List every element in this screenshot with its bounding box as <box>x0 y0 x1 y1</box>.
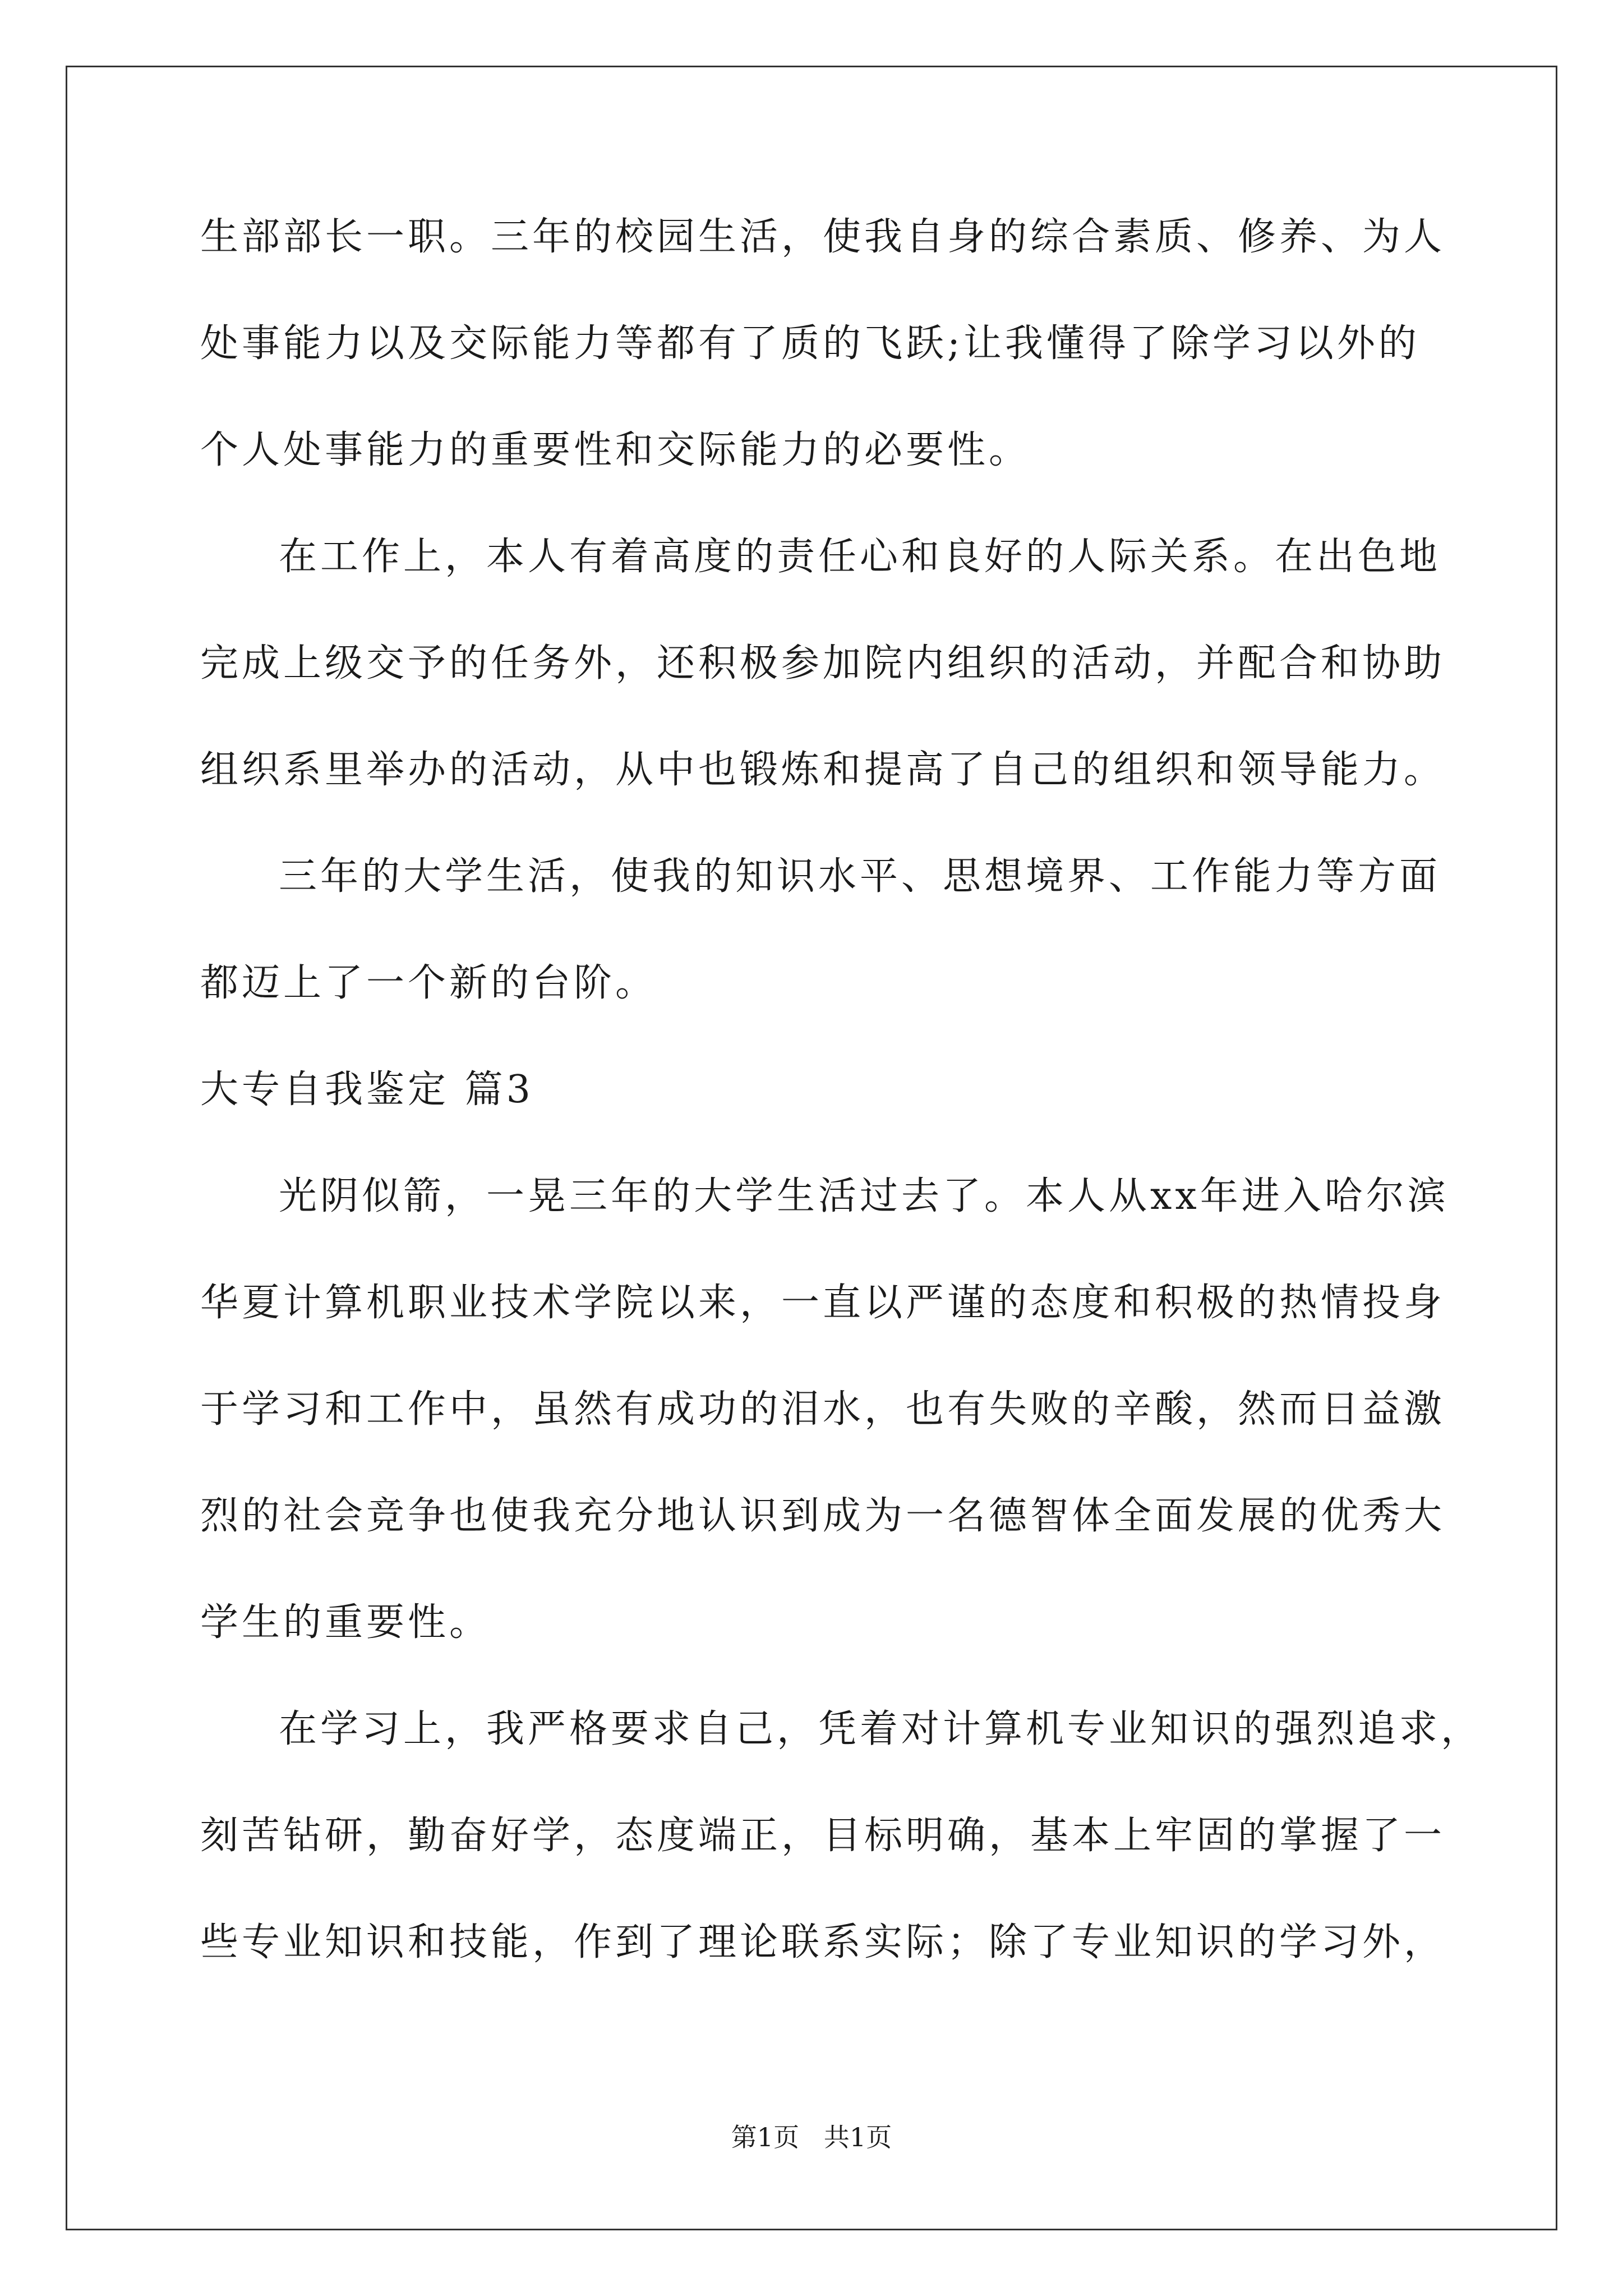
text-line: 学生的重要性。 <box>200 1600 491 1645</box>
page-number-footer: 第1页 共1页 <box>731 2122 892 2152</box>
text-line: 华夏计算机职业技术学院以来，一直以严谨的态度和积极的热情投身 <box>200 1281 1446 1325</box>
text-line: 都迈上了一个新的台阶。 <box>200 961 657 1005</box>
paragraph-first-line: 在工作上，本人有着高度的责任心和良好的人际关系。在出色地 <box>279 535 1441 579</box>
paragraph-first-line: 光阴似箭，一晃三年的大学生活过去了。本人从xx年进入哈尔滨 <box>279 1174 1449 1218</box>
document-body <box>200 210 1483 2022</box>
text-line: 个人处事能力的重要性和交际能力的必要性。 <box>200 428 1031 472</box>
text-line: 烈的社会竞争也使我充分地认识到成为一名德智体全面发展的优秀大 <box>200 1494 1446 1538</box>
text-line: 刻苦钻研，勤奋好学，态度端正，目标明确，基本上牢固的掌握了一 <box>200 1814 1446 1858</box>
text-line: 于学习和工作中，虽然有成功的泪水，也有失败的辛酸，然而日益激 <box>200 1387 1446 1432</box>
paragraph-first-line: 三年的大学生活，使我的知识水平、思想境界、工作能力等方面 <box>279 854 1441 899</box>
text-line: 完成上级交予的任务外，还积极参加院内组织的活动，并配合和协助 <box>200 641 1446 685</box>
section-heading: 大专自我鉴定 篇3 <box>200 1068 534 1112</box>
text-line: 生部部长一职。三年的校园生活，使我自身的综合素质、修养、为人 <box>200 215 1446 259</box>
paragraph-first-line: 在学习上，我严格要求自己，凭着对计算机专业知识的强烈追求， <box>279 1707 1483 1751</box>
text-line: 些专业知识和技能，作到了理论联系实际；除了专业知识的学习外， <box>200 1920 1446 1964</box>
text-line: 处事能力以及交际能力等都有了质的飞跃;让我懂得了除学习以外的 <box>200 321 1420 366</box>
text-line: 组织系里举办的活动，从中也锻炼和提高了自己的组织和领导能力。 <box>200 748 1446 792</box>
